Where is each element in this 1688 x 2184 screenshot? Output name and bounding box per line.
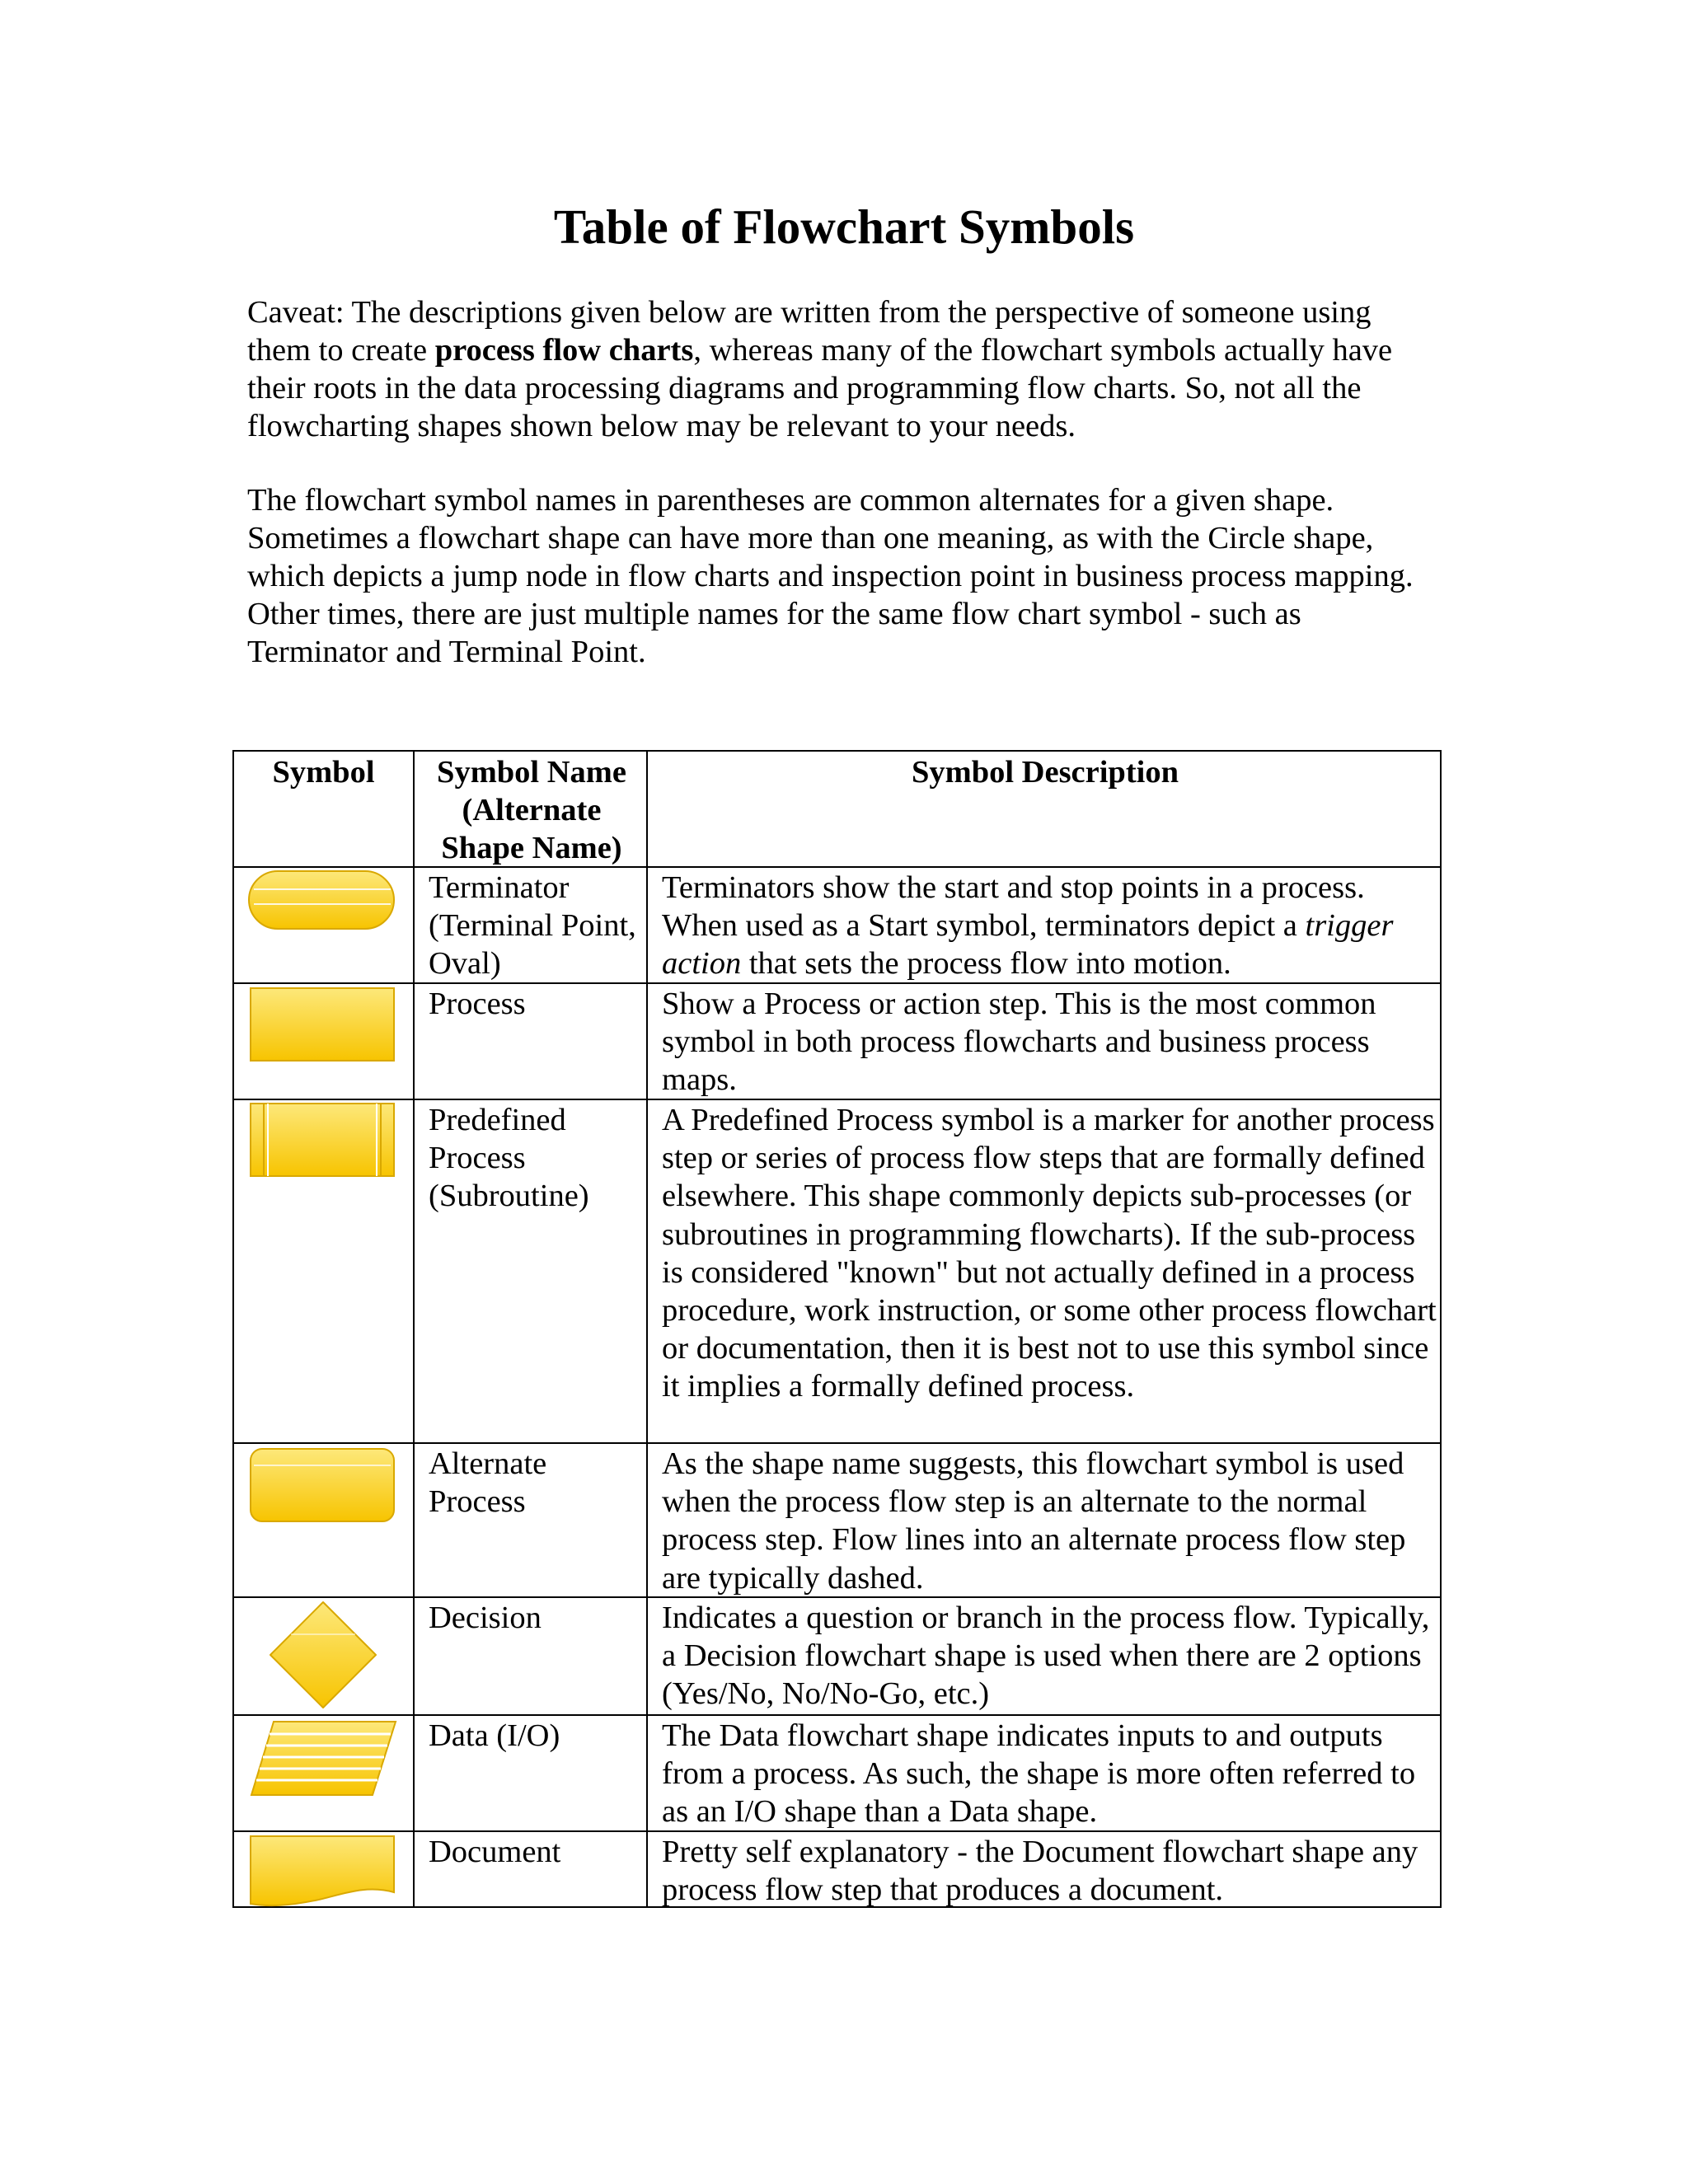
decision-description: Indicates a question or branch in the process flow. Typically, a Decision flowchart shape is used when there are 2 options (Yes/No, No/No-Go, etc.) xyxy=(662,1601,1430,1712)
document-icon xyxy=(249,1835,397,1909)
process-icon xyxy=(249,987,397,1064)
terminator-desc-start: Terminators show the start and stop points in a process. When used as a Start symbol, terminators depict a xyxy=(662,870,1365,944)
process-name: Process xyxy=(429,987,526,1021)
header-symbol-description: Symbol Description xyxy=(911,755,1179,790)
table-border-right xyxy=(1440,750,1442,1908)
alternate-process-icon xyxy=(249,1447,397,1525)
page-title: Table of Flowchart Symbols xyxy=(553,199,1135,254)
caveat-paragraph xyxy=(247,293,1442,445)
column-divider xyxy=(413,750,415,1908)
row-divider xyxy=(232,1442,1442,1444)
terminator-icon xyxy=(247,869,397,932)
decision-name: Decision xyxy=(429,1601,542,1635)
caveat-text-start: Caveat: The descriptions given below are written from the perspective of someone using them to create xyxy=(247,295,1372,368)
row-divider xyxy=(232,1714,1442,1716)
decision-icon xyxy=(268,1600,378,1710)
flowchart-symbols-table xyxy=(232,750,1442,1908)
predefined-process-name: Predefined Process (Subroutine) xyxy=(429,1103,589,1214)
terminator-name: Terminator (Terminal Point, Oval) xyxy=(429,870,636,982)
data-io-description: The Data flowchart shape indicates inputs to and outputs from a process. As such, the shape is more often referred to as an I/O shape than a Data shape. xyxy=(662,1718,1416,1830)
header-symbol: Symbol xyxy=(272,755,375,790)
alternates-paragraph: The flowchart symbol names in parentheses are common alternates for a given shape. Sometimes a flowchart shape can have more than one meaning, as with the Circle shape, which depicts a jump node in flow charts and inspection point in business process mapping. Other times, there are just multiple names for the same flow chart symbol - such as Terminator and Terminal Point. xyxy=(247,483,1414,669)
alternate-process-description: As the shape name suggests, this flowchart symbol is used when the process flow step is an alternate to the normal process step. Flow lines into an alternate process flow step are typically dashed. xyxy=(662,1446,1406,1596)
data-io-icon xyxy=(249,1719,399,1798)
caveat-bold-text: process flow charts xyxy=(434,333,694,368)
predefined-process-description: A Predefined Process symbol is a marker for another process step or series of process flow steps that are formally defined elsewhere. This shape commonly depicts sub-processes (or subroutines in programming flowcharts). If the sub-process is considered "known" but not actually defined in a process procedure, work instruction, or some other process flowchart or documentation, then it is best not to use this symbol since it implies a formally defined process. xyxy=(662,1103,1437,1404)
terminator-desc-italic: trigger action xyxy=(662,908,1394,982)
process-description: Show a Process or action step. This is the most common symbol in both process flowcharts and business process maps. xyxy=(662,987,1376,1098)
document-name: Document xyxy=(429,1835,561,1869)
terminator-description xyxy=(662,869,1437,983)
alternate-process-name: Alternate Process xyxy=(429,1446,547,1520)
predefined-process-icon xyxy=(249,1102,397,1179)
row-divider xyxy=(232,866,1442,868)
header-symbol-name: Symbol Name (Alternate Shape Name) xyxy=(437,755,626,866)
table-border-left xyxy=(232,750,234,1908)
data-io-name: Data (I/O) xyxy=(429,1718,560,1753)
caveat-text-end: , whereas many of the flowchart symbols actually have their roots in the data processing diagrams and programming flow charts. So, not all the flowcharting shapes shown below may be relevant to your needs. xyxy=(247,333,1393,443)
document-description: Pretty self explanatory - the Document flowchart shape any process flow step that produces a document. xyxy=(662,1835,1418,1908)
terminator-desc-end: that sets the process flow into motion. xyxy=(741,946,1231,982)
